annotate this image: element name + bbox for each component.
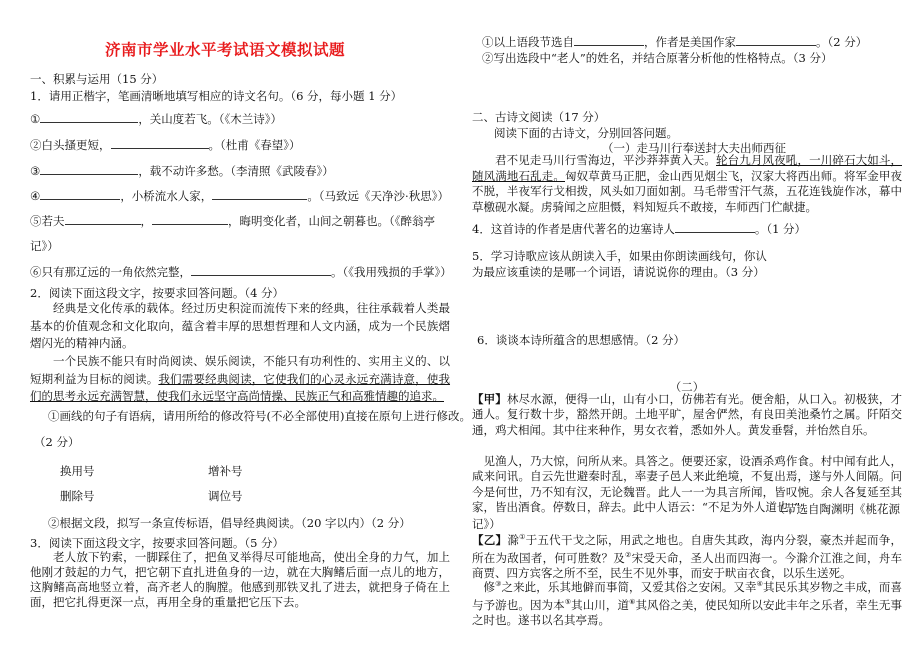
q1-item-5-wrap: 记》） xyxy=(30,239,59,253)
q1-prompt: 1．请用正楷字，笔画清晰地填写相应的诗文名句。（6 分，每小题 1 分） xyxy=(30,89,403,103)
passage-yi-2: 修③之来此，乐其地僻而事简，又爱其俗之安闲。又幸④其民乐其岁物之丰成，而喜与予游也。因为本⑤其山川，道⑥其风俗之美，使民知所以安此丰年之乐者，幸生无事之时也。遂书以名其亭焉。 xyxy=(472,579,903,628)
passage-yi: 【乙】滁①于五代干戈之际，用武之地也。自唐失其政，海内分裂，豪杰并起而争，所在为敌国者，何可胜数？及②宋受天命，圣人出而四海一。今滁介江淮之间，舟车商贾、四方宾客之所不至，民生不见外事，而安于畎亩衣食，以乐生送死。 xyxy=(472,532,903,581)
page-title: 济南市学业水平考试语文模拟试题 xyxy=(104,41,345,59)
answer-blank[interactable] xyxy=(152,213,228,225)
q2-prompt: 2．阅读下面这段文字，按要求回答问题。（4 分） xyxy=(30,286,285,300)
q2-sub-2: ②根据文段，拟写一条宣传标语，倡导经典阅读。（20 字以内）（2 分） xyxy=(48,516,411,530)
symbol-replace: 换用号 xyxy=(60,464,95,478)
answer-blank[interactable] xyxy=(40,188,120,200)
q3-prompt: 3．阅读下面这段文字，按要求回答问题。（5 分） xyxy=(30,536,285,550)
answer-blank[interactable] xyxy=(40,163,138,175)
answer-blank[interactable] xyxy=(736,34,816,46)
q1-item-2: ②白头搔更短， 。（杜甫《春望》） xyxy=(30,138,301,152)
answer-blank[interactable] xyxy=(191,264,331,276)
symbol-reorder: 调位号 xyxy=(208,489,243,503)
q2-sub-1: ①画线的句子有语病，请用所给的修改符号(不必全部使用)直接在原句上进行修改。 xyxy=(48,409,471,423)
label-jia: 【甲】 xyxy=(472,392,507,406)
q3-passage: 老人放下钓索，一脚踩住了，把鱼叉举得尽可能地高，使出全身的力气，加上他刚才鼓起的力气，把它朝下直扎进鱼身的一边，就在大胸鳍后面一点儿的地方，这胸鳍高高地竖立着，高齐老人的胸膛。他感到那铁叉扎了进去，就把身子倚在上面，把它扎得更深一点，再用全身的重量把它压下去。 xyxy=(30,550,450,609)
answer-blank[interactable] xyxy=(574,34,644,46)
symbol-delete: 删除号 xyxy=(60,489,95,503)
q2-passage-1: 经典是文化传承的载体。经过历史积淀而流传下来的经典，往往承载着人类最基本的价值观念和文化取向，蕴含着丰厚的思想哲理和人文内涵，成为一个民族熠熠闪光的精神内涵。 xyxy=(30,301,450,350)
q5-line-2: 为最应该重读的是哪一个词语，请说说你的理由。（3 分） xyxy=(472,265,765,279)
section-1-heading: 一、积累与运用（15 分） xyxy=(30,72,164,86)
q1-item-4: ④ ，小桥流水人家， 。（马致远《天净沙·秋思》） xyxy=(30,189,449,203)
symbol-insert: 增补号 xyxy=(208,464,243,478)
label-yi: 【乙】 xyxy=(472,532,508,547)
section-2-intro: 阅读下面的古诗文，分别回答问题。 xyxy=(494,126,678,140)
answer-blank[interactable] xyxy=(40,111,138,123)
answer-blank[interactable] xyxy=(65,213,141,225)
jia-source-wrap: 记》） xyxy=(472,517,501,531)
q1-item-1: ① ，关山度若飞。（《木兰诗》） xyxy=(30,112,283,126)
q3-sub-2: ②写出选段中“老人”的姓名，并结合原著分析他的性格特点。（3 分） xyxy=(482,51,833,65)
poem-text: 君不见走马川行雪海边，平沙莽莽黄入天。轮台九月风夜吼，一川碎石大如斗，随风满地石乱走。匈奴草黄马正肥，金山西见烟尘飞，汉家大将西出师。将军金甲夜不脱，半夜军行戈相拨，风头如刀面如割。马毛带雪汗气蒸，五花连钱旋作冰，幕中草檄砚水凝。虏骑闻之应胆慑，料知短兵不敢接，车师西门伫献捷。 xyxy=(472,153,902,214)
passage-jia: 【甲】林尽水源，便得一山，山有小口，仿佛若有光。便舍船，从口入。初极狭，才通人。复行数十步，豁然开朗。土地平旷，屋舍俨然，有良田美池桑竹之属。阡陌交通，鸡犬相闻。其中往来种作，男女衣着，悉如外人。黄发垂髫，并怡然自乐。 xyxy=(472,392,902,437)
q1-item-6: ⑥只有那辽远的一角依然完整， 。（《我用残损的手掌》） xyxy=(30,265,452,279)
q6: 6．谈谈本诗所蕴含的思想感情。（2 分） xyxy=(477,333,686,347)
section-2-heading: 二、古诗文阅读（17 分） xyxy=(472,110,606,124)
q2-passage-2: 一个民族不能只有时尚阅读、娱乐阅读，不能只有功利性的、实用主义的、以短期利益为目标的阅读。我们需要经典阅读，它使我们的心灵永远充满诗意，使我们的思考永远充满智慧，使我们永远坚守高尚情操、民族正气和高雅情趣的追求。 xyxy=(30,354,451,403)
answer-blank[interactable] xyxy=(675,221,755,233)
q1-item-5: ⑤若夫 ， ，晦明变化者，山间之朝暮也。（《醉翁亭 xyxy=(30,214,435,228)
underlined-lines: 轮台九月风夜吼，一川碎石大如斗，随风满地石乱走。 xyxy=(472,153,902,183)
answer-blank[interactable] xyxy=(111,137,209,149)
jia-source: （节选自陶渊明《桃花源 xyxy=(773,502,900,516)
part-2-title: （二） xyxy=(669,380,705,394)
poem-title: （一）走马川行奉送封大夫出师西征 xyxy=(602,141,786,155)
q2-sub-1-score: （2 分） xyxy=(34,435,80,449)
underlined-sentence: 我们需要经典阅读，它使我们的心灵永远充满诗意，使我们的思考永远充满智慧，使我们永远坚守高尚情操、民族正气和高雅情趣的追求。 xyxy=(30,371,451,403)
q5-line-1: 5．学习诗歌应该从朗读入手，如果由你朗读画线句，你认 xyxy=(472,249,767,263)
q1-item-3: ③ ，载不动许多愁。（李清照《武陵春》） xyxy=(30,164,334,178)
answer-blank[interactable] xyxy=(212,188,307,200)
q4: 4．这首诗的作者是唐代著名的边塞诗人 。（1 分） xyxy=(472,222,807,236)
q3-sub-1: ①以上语段节选自 ，作者是美国作家 。（2 分） xyxy=(482,35,868,49)
passage-jia-2: 见渔人，乃大惊，问所从来。具答之。便要还家，设酒杀鸡作食。村中闻有此人，咸来问讯。自云先世避秦时乱，率妻子邑人来此绝境，不复出焉，遂与外人间隔。问今是何世，乃不知有汉，无论魏晋。此人一一为具言所闻，皆叹惋。余人各复延至其家，皆出酒食。停数日，辞去。此中人语云：“不足为外人道也。” xyxy=(472,454,902,515)
